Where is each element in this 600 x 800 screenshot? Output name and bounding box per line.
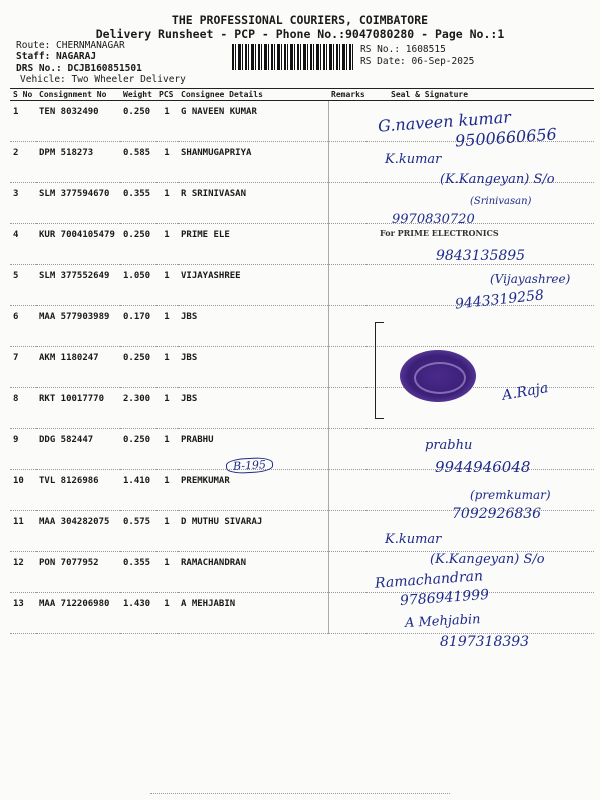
row-consignment-no: TEN 8032490 xyxy=(36,101,120,142)
row-remarks xyxy=(328,183,366,224)
row-weight: 1.430 xyxy=(120,593,156,634)
header-consignment: Consignment No xyxy=(36,89,120,101)
row-signature xyxy=(366,306,594,347)
route-label: Route: CHERNMANAGAR xyxy=(16,40,125,51)
row-signature xyxy=(366,388,594,429)
row-pcs: 1 xyxy=(156,388,178,429)
signature-13: A Mehjabin xyxy=(404,612,481,631)
row-weight: 0.355 xyxy=(120,183,156,224)
row-consignment-no: TVL 8126986 xyxy=(36,470,120,511)
signature-8: A.Raja xyxy=(500,380,550,404)
staff-label: Staff: NAGARAJ xyxy=(16,51,97,62)
row-sno: 5 xyxy=(10,265,36,306)
row-weight: 0.250 xyxy=(120,347,156,388)
row-pcs: 1 xyxy=(156,511,178,552)
row-sno: 1 xyxy=(10,101,36,142)
table-row xyxy=(10,306,594,347)
phone-12: 9786941999 xyxy=(399,586,490,610)
row-consignee: PRABHU xyxy=(178,429,328,470)
row-weight: 0.250 xyxy=(120,101,156,142)
row-remarks xyxy=(328,306,366,347)
row-remarks xyxy=(328,347,366,388)
row-consignment-no: SLM 377552649 xyxy=(36,265,120,306)
row-sno: 3 xyxy=(10,183,36,224)
row-consignee: G NAVEEN KUMAR xyxy=(178,101,328,142)
row-weight: 2.300 xyxy=(120,388,156,429)
row-consignee: SHANMUGAPRIYA xyxy=(178,142,328,183)
row-pcs: 1 xyxy=(156,265,178,306)
header-remarks: Remarks xyxy=(328,89,366,101)
row-remarks xyxy=(328,429,366,470)
signature-10: (premkumar) xyxy=(470,488,551,502)
row-pcs: 1 xyxy=(156,306,178,347)
signature-3: (Srinivasan) xyxy=(470,196,532,207)
row-remarks xyxy=(328,593,366,634)
phone-4: 9843135895 xyxy=(436,248,526,264)
row-remarks xyxy=(328,142,366,183)
row-weight: 1.410 xyxy=(120,470,156,511)
row-weight: 0.250 xyxy=(120,429,156,470)
row-consignment-no: RKT 10017770 xyxy=(36,388,120,429)
phone-3: 9970830720 xyxy=(392,212,475,227)
drs-label: DRS No.: DCJB160851501 xyxy=(16,63,142,74)
phone-5: 9443319258 xyxy=(454,287,545,313)
row-pcs: 1 xyxy=(156,224,178,265)
row-consignee: R SRINIVASAN xyxy=(178,183,328,224)
row-weight: 0.170 xyxy=(120,306,156,347)
row-weight: 0.250 xyxy=(120,224,156,265)
row-pcs: 1 xyxy=(156,552,178,593)
row-consignment-no: DDG 582447 xyxy=(36,429,120,470)
row-consignee: JBS xyxy=(178,388,328,429)
table-row xyxy=(10,347,594,388)
row-pcs: 1 xyxy=(156,183,178,224)
row-consignment-no: KUR 7004105479 xyxy=(36,224,120,265)
row-consignee: VIJAYASHREE xyxy=(178,265,328,306)
row-consignee: JBS xyxy=(178,306,328,347)
table-row xyxy=(10,593,594,634)
vehicle-label: Vehicle: Two Wheeler Delivery xyxy=(20,74,186,85)
bottom-divider xyxy=(150,793,450,794)
row-remarks xyxy=(328,224,366,265)
phone-13: 8197318393 xyxy=(440,634,530,650)
row-consignment-no: AKM 1180247 xyxy=(36,347,120,388)
row-consignee: A MEHJABIN xyxy=(178,593,328,634)
header-signature: Seal & Signature xyxy=(366,89,594,101)
row-weight: 0.355 xyxy=(120,552,156,593)
rs-number: RS No.: 1608515 xyxy=(360,44,446,55)
signature-2b: (K.Kangeyan) S/o xyxy=(440,172,555,187)
rs-date: RS Date: 06-Sep-2025 xyxy=(360,56,475,67)
row-remarks xyxy=(328,470,366,511)
row-weight: 1.050 xyxy=(120,265,156,306)
row-pcs: 1 xyxy=(156,593,178,634)
signature-2: K.kumar xyxy=(385,152,442,167)
signature-9: prabhu xyxy=(425,438,473,453)
row-consignee: RAMACHANDRAN xyxy=(178,552,328,593)
row-sno: 8 xyxy=(10,388,36,429)
phone-1: 9500660656 xyxy=(454,124,558,151)
signature-1: G.naveen kumar xyxy=(377,107,512,136)
signature-11: K.kumar xyxy=(385,532,442,547)
header-pcs: PCS xyxy=(156,89,178,101)
row-sno: 9 xyxy=(10,429,36,470)
row-sno: 4 xyxy=(10,224,36,265)
row-pcs: 1 xyxy=(156,101,178,142)
row-remarks xyxy=(328,265,366,306)
row-sno: 12 xyxy=(10,552,36,593)
row-weight: 0.575 xyxy=(120,511,156,552)
row-remarks xyxy=(328,511,366,552)
signature-5: (Vijayashree) xyxy=(490,272,571,286)
note-10: B-195 xyxy=(226,457,274,474)
row-consignee: PREMKUMAR xyxy=(178,470,328,511)
runsheet-subtitle: Delivery Runsheet - PCP - Phone No.:9047080280 - Page No.:1 xyxy=(95,27,505,41)
row-sno: 2 xyxy=(10,142,36,183)
header-weight: Weight xyxy=(120,89,156,101)
row-pcs: 1 xyxy=(156,470,178,511)
row-consignment-no: MAA 577903989 xyxy=(36,306,120,347)
table-header-row xyxy=(10,89,594,101)
row-consignment-no: PON 7077952 xyxy=(36,552,120,593)
row-remarks xyxy=(328,552,366,593)
row-consignment-no: DPM 518273 xyxy=(36,142,120,183)
signature-11b: (K.Kangeyan) S/o xyxy=(430,552,545,567)
row-consignment-no: MAA 304282075 xyxy=(36,511,120,552)
row-pcs: 1 xyxy=(156,429,178,470)
row-pcs: 1 xyxy=(156,142,178,183)
bracket-6-8 xyxy=(375,322,384,419)
phone-10: 7092926836 xyxy=(452,506,542,522)
row-sno: 7 xyxy=(10,347,36,388)
row-consignment-no: SLM 377594670 xyxy=(36,183,120,224)
row-sno: 6 xyxy=(10,306,36,347)
row-remarks xyxy=(328,388,366,429)
header-sno: S No xyxy=(10,89,36,101)
company-title: THE PROFESSIONAL COURIERS, COIMBATORE xyxy=(171,13,429,27)
barcode-image xyxy=(232,44,354,70)
header-consignee: Consignee Details xyxy=(178,89,328,101)
row-sno: 10 xyxy=(10,470,36,511)
company-seal xyxy=(400,350,476,402)
row-consignee: PRIME ELE xyxy=(178,224,328,265)
phone-9: 9944946048 xyxy=(435,458,531,476)
stamp-4: For PRIME ELECTRONICS xyxy=(380,228,499,238)
row-consignee: JBS xyxy=(178,347,328,388)
row-sno: 11 xyxy=(10,511,36,552)
row-remarks xyxy=(328,101,366,142)
row-consignment-no: MAA 712206980 xyxy=(36,593,120,634)
row-weight: 0.585 xyxy=(120,142,156,183)
row-pcs: 1 xyxy=(156,347,178,388)
signature-12: Ramachandran xyxy=(374,568,484,592)
row-consignee: D MUTHU SIVARAJ xyxy=(178,511,328,552)
row-sno: 13 xyxy=(10,593,36,634)
